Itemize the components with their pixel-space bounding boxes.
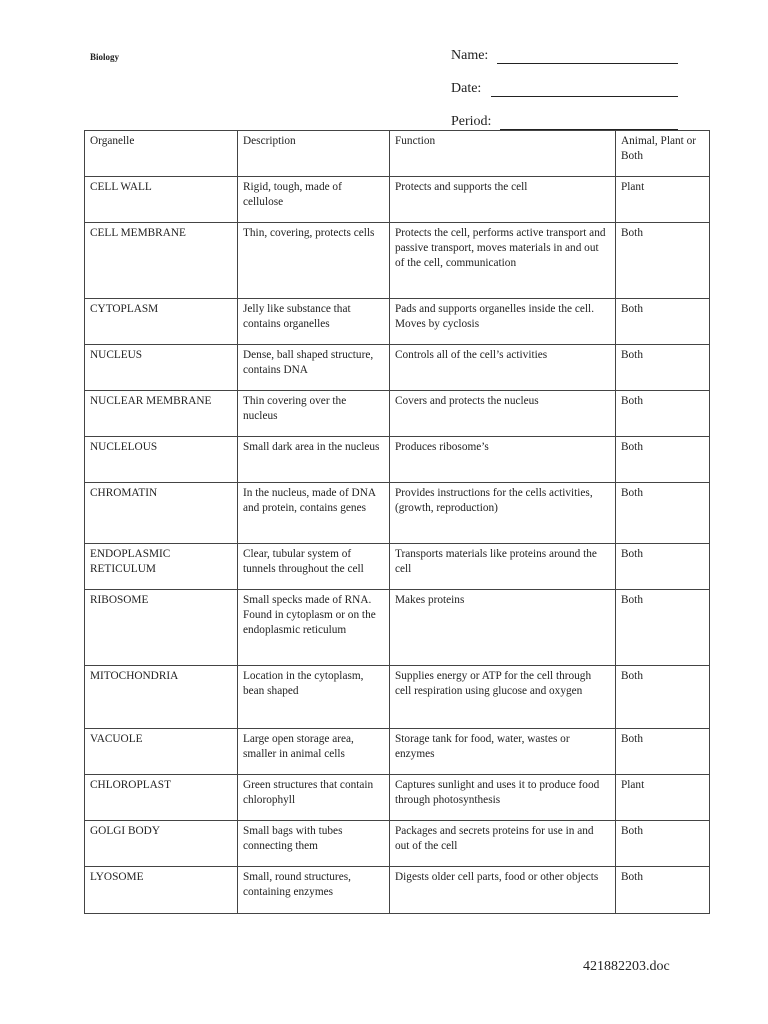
organelle-cell: GOLGI BODY xyxy=(85,821,238,867)
function-cell: Provides instructions for the cells activities, (growth, reproduction) xyxy=(390,483,616,544)
function-cell: Protects and supports the cell xyxy=(390,177,616,223)
function-cell: Storage tank for food, water, wastes or enzymes xyxy=(390,729,616,775)
function-cell: Packages and secrets proteins for use in and out of the cell xyxy=(390,821,616,867)
organelle-cell: CELL MEMBRANE xyxy=(85,223,238,299)
organelle-cell: ENDOPLASMIC RETICULUM xyxy=(85,544,238,590)
header-description: Description xyxy=(238,131,390,177)
function-cell: Protects the cell, performs active transport and passive transport, moves materials in and out of the cell, communication xyxy=(390,223,616,299)
date-label: Date: xyxy=(451,81,482,96)
type-cell: Plant xyxy=(616,177,710,223)
type-cell: Both xyxy=(616,544,710,590)
type-cell: Both xyxy=(616,345,710,391)
type-cell: Both xyxy=(616,867,710,914)
description-cell: Green structures that contain chlorophyll xyxy=(238,775,390,821)
name-field xyxy=(451,48,488,64)
organelle-cell: VACUOLE xyxy=(85,729,238,775)
header-function: Function xyxy=(390,131,616,177)
type-cell: Both xyxy=(616,299,710,345)
organelle-cell: RIBOSOME xyxy=(85,590,238,666)
type-cell: Both xyxy=(616,821,710,867)
type-cell: Plant xyxy=(616,775,710,821)
table-header-row xyxy=(85,131,710,177)
subject-label: Biology xyxy=(90,52,120,62)
table-row xyxy=(85,437,710,483)
table-row xyxy=(85,590,710,666)
organelle-table xyxy=(84,130,710,914)
type-cell: Both xyxy=(616,391,710,437)
header-organelle: Organelle xyxy=(85,131,238,177)
function-cell: Makes proteins xyxy=(390,590,616,666)
description-cell: Large open storage area, smaller in animal cells xyxy=(238,729,390,775)
description-cell: Rigid, tough, made of cellulose xyxy=(238,177,390,223)
table-row xyxy=(85,544,710,590)
function-cell: Produces ribosome’s xyxy=(390,437,616,483)
table-row xyxy=(85,177,710,223)
description-cell: Clear, tubular system of tunnels throughout the cell xyxy=(238,544,390,590)
table-row xyxy=(85,391,710,437)
period-field xyxy=(451,114,491,130)
function-cell: Controls all of the cell’s activities xyxy=(390,345,616,391)
organelle-cell: LYOSOME xyxy=(85,867,238,914)
table-row xyxy=(85,666,710,729)
table-row xyxy=(85,775,710,821)
function-cell: Covers and protects the nucleus xyxy=(390,391,616,437)
date-blank-line xyxy=(491,96,678,97)
organelle-cell: CYTOPLASM xyxy=(85,299,238,345)
type-cell: Both xyxy=(616,483,710,544)
description-cell: Small specks made of RNA. Found in cytoplasm or on the endoplasmic reticulum xyxy=(238,590,390,666)
function-cell: Transports materials like proteins around the cell xyxy=(390,544,616,590)
description-cell: Thin covering over the nucleus xyxy=(238,391,390,437)
description-cell: In the nucleus, made of DNA and protein, contains genes xyxy=(238,483,390,544)
type-cell: Both xyxy=(616,666,710,729)
organelle-cell: CHROMATIN xyxy=(85,483,238,544)
type-cell: Both xyxy=(616,590,710,666)
organelle-cell: NUCLEUS xyxy=(85,345,238,391)
description-cell: Small, round structures, containing enzymes xyxy=(238,867,390,914)
table-row xyxy=(85,821,710,867)
description-cell: Jelly like substance that contains organelles xyxy=(238,299,390,345)
organelle-cell: MITOCHONDRIA xyxy=(85,666,238,729)
organelle-cell: NUCLELOUS xyxy=(85,437,238,483)
organelle-cell: CELL WALL xyxy=(85,177,238,223)
function-cell: Captures sunlight and uses it to produce food through photosynthesis xyxy=(390,775,616,821)
header-type: Animal, Plant or Both xyxy=(616,131,710,177)
table-row xyxy=(85,483,710,544)
type-cell: Both xyxy=(616,223,710,299)
description-cell: Dense, ball shaped structure, contains DNA xyxy=(238,345,390,391)
table-row xyxy=(85,345,710,391)
function-cell: Supplies energy or ATP for the cell through cell respiration using glucose and oxygen xyxy=(390,666,616,729)
function-cell: Digests older cell parts, food or other objects xyxy=(390,867,616,914)
date-field xyxy=(451,81,481,97)
organelle-cell: CHLOROPLAST xyxy=(85,775,238,821)
table-row xyxy=(85,223,710,299)
type-cell: Both xyxy=(616,437,710,483)
document-filename: 421882203.doc xyxy=(583,959,670,974)
table-row xyxy=(85,299,710,345)
name-label: Name: xyxy=(451,48,489,63)
description-cell: Thin, covering, protects cells xyxy=(238,223,390,299)
table-row xyxy=(85,729,710,775)
description-cell: Location in the cytoplasm, bean shaped xyxy=(238,666,390,729)
description-cell: Small bags with tubes connecting them xyxy=(238,821,390,867)
type-cell: Both xyxy=(616,729,710,775)
period-label: Period: xyxy=(451,114,492,129)
table-row xyxy=(85,867,710,914)
description-cell: Small dark area in the nucleus xyxy=(238,437,390,483)
organelle-cell: NUCLEAR MEMBRANE xyxy=(85,391,238,437)
function-cell: Pads and supports organelles inside the cell. Moves by cyclosis xyxy=(390,299,616,345)
name-blank-line xyxy=(497,63,678,64)
